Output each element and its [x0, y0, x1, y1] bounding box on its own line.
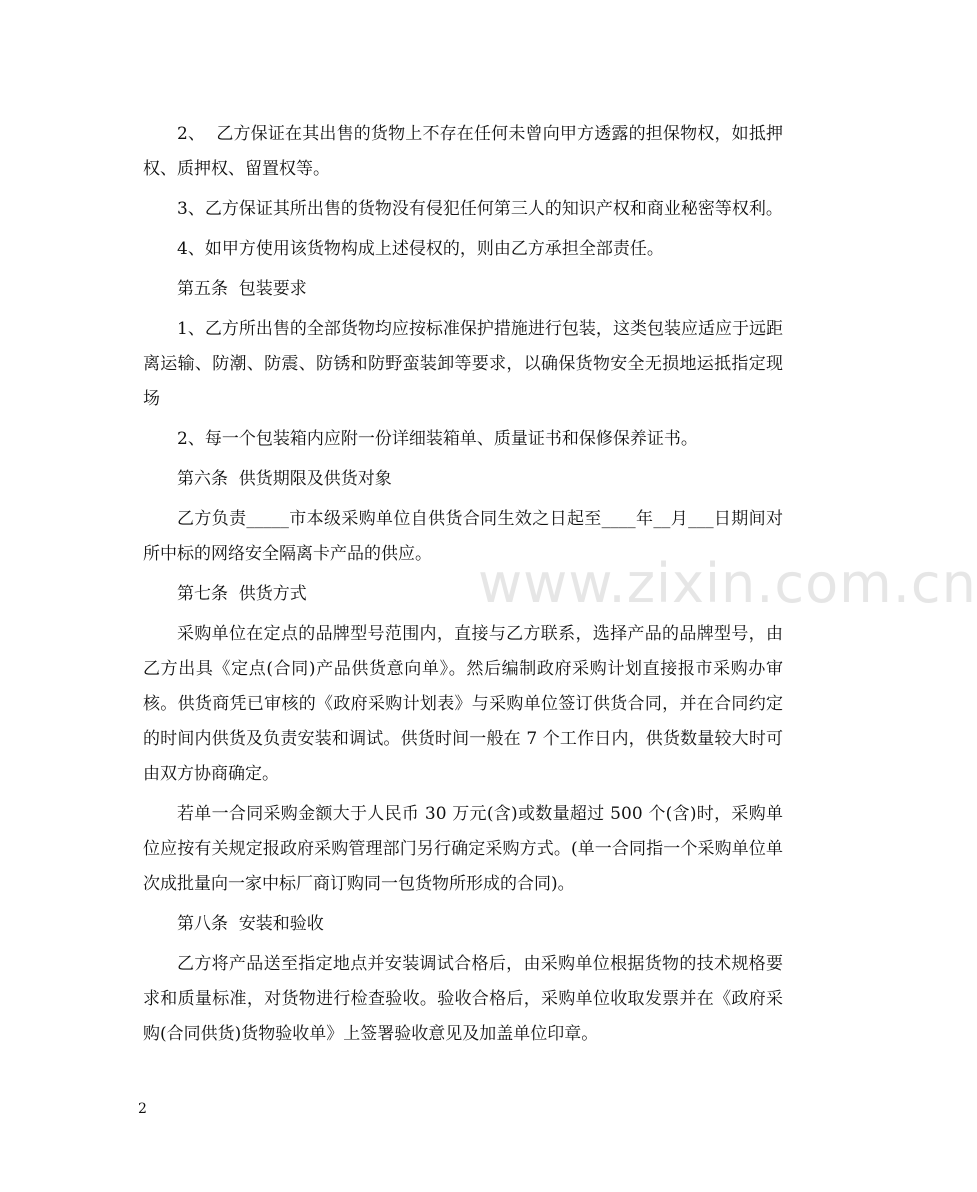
watermark: www.zixin.com.cn — [478, 552, 977, 615]
paragraph-installation-acceptance: 乙方将产品送至指定地点并安装调试合格后，由采购单位根据货物的技术规格要求和质量标准，对货物进行检查验收。验收合格后，采购单位收取发票并在《政府采购(合同供货)货物验收单》上签署验收意见及加盖单位印章。 — [143, 954, 783, 1044]
paragraph-procurement-threshold: 若单一合同采购金额大于人民币 30 万元(含)或数量超过 500 个(含)时，采购单位应按有关规定报政府采购管理部门另行确定采购方式。(单一合同指一个采购单位单次成批量向一家中标厂商订购同一包货物所形成的合同)。 — [143, 804, 783, 894]
paragraph-packaging-2: 2、每一个包装箱内应附一份详细装箱单、质量证书和保修保养证书。 — [177, 429, 698, 449]
article-6-heading: 第六条 供货期限及供货对象 — [177, 469, 392, 489]
paragraph-packaging-1: 1、乙方所出售的全部货物均应按标准保护措施进行包装，这类包装应适应于远距离运输、防潮、防震、防锈和防野蛮装卸等要求，以确保货物安全无损地运抵指定现场 — [143, 319, 783, 409]
paragraph-guarantee-3: 3、乙方保证其所出售的货物没有侵犯任何第三人的知识产权和商业秘密等权利。 — [177, 199, 783, 219]
paragraph-supply-method: 采购单位在定点的品牌型号范围内，直接与乙方联系，选择产品的品牌型号，由乙方出具《定点(合同)产品供货意向单》。然后编制政府采购计划直接报市采购办审核。供货商凭已审核的《政府采购计划表》与采购单位签订供货合同，并在合同约定的时间内供货及负责安装和调试。供货时间一般在 7 个工作日内，供货数量较大时可由双方协商确定。 — [143, 624, 783, 784]
article-7-heading: 第七条 供货方式 — [177, 584, 307, 604]
article-8-heading: 第八条 安装和验收 — [177, 914, 324, 934]
paragraph-supply-period: 乙方负责_____市本级采购单位自供货合同生效之日起至____年__月___日期间对所中标的网络安全隔离卡产品的供应。 — [143, 509, 783, 564]
article-5-heading: 第五条 包装要求 — [177, 279, 307, 299]
document-body — [143, 117, 783, 1057]
paragraph-guarantee-2: 2、 乙方保证在其出售的货物上不存在任何未曾向甲方透露的担保物权，如抵押权、质押权、留置权等。 — [143, 124, 783, 179]
paragraph-guarantee-4: 4、如甲方使用该货物构成上述侵权的，则由乙方承担全部责任。 — [177, 239, 664, 259]
page-number: 2 — [138, 1101, 147, 1117]
